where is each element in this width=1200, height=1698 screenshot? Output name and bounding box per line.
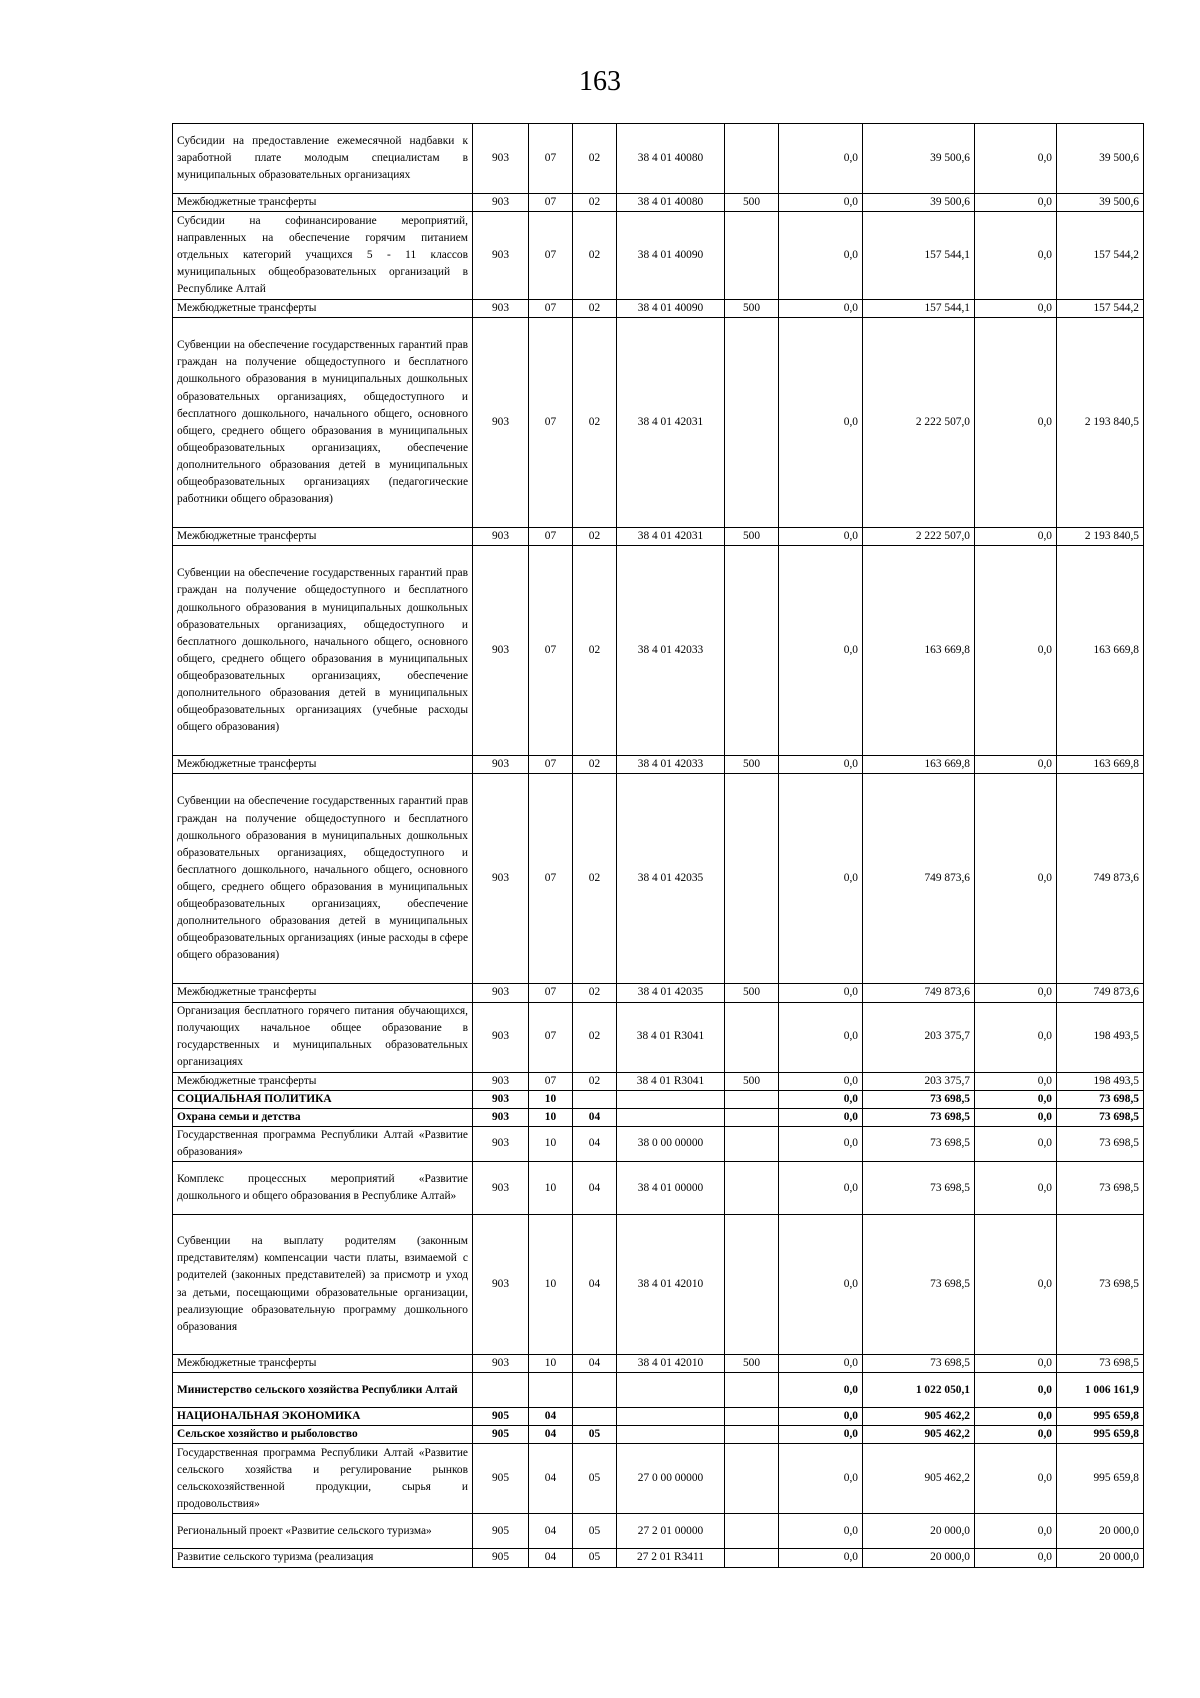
amount-cell: 0,0 xyxy=(779,318,863,528)
amount-cell: 0,0 xyxy=(779,1072,863,1090)
expense-name-cell: Развитие сельского туризма (реализация xyxy=(173,1549,473,1567)
amount-cell: 157 544,2 xyxy=(1057,212,1144,300)
subsection-code-cell: 02 xyxy=(573,1002,617,1072)
amount-cell: 203 375,7 xyxy=(863,1072,975,1090)
administrator-code-cell: 903 xyxy=(473,774,529,984)
table-row xyxy=(173,1162,1144,1215)
amount-cell: 0,0 xyxy=(975,1090,1057,1108)
subsection-code-cell: 02 xyxy=(573,756,617,774)
amount-cell: 0,0 xyxy=(975,1373,1057,1408)
amount-cell: 20 000,0 xyxy=(863,1549,975,1567)
amount-cell: 0,0 xyxy=(975,1072,1057,1090)
expense-name-cell: Субвенции на выплату родителям (законным представителям) компенсации части платы, взимаемой с родителей (законных представителей) за присмотр и уход за детьми, посещающими образовательные организации, реализующие образовательную программу дошкольного образования xyxy=(173,1215,473,1355)
amount-cell: 0,0 xyxy=(975,1215,1057,1355)
expense-type-cell: 500 xyxy=(725,756,779,774)
expense-name-cell: Межбюджетные трансферты xyxy=(173,756,473,774)
expense-type-cell xyxy=(725,1408,779,1426)
administrator-code-cell: 903 xyxy=(473,546,529,756)
amount-cell: 73 698,5 xyxy=(1057,1108,1144,1126)
expense-type-cell xyxy=(725,1426,779,1444)
amount-cell: 163 669,8 xyxy=(863,756,975,774)
amount-cell: 0,0 xyxy=(779,1162,863,1215)
expense-name-cell: Межбюджетные трансферты xyxy=(173,300,473,318)
amount-cell: 0,0 xyxy=(779,546,863,756)
expense-name-cell: Межбюджетные трансферты xyxy=(173,528,473,546)
amount-cell: 749 873,6 xyxy=(863,984,975,1002)
amount-cell: 198 493,5 xyxy=(1057,1072,1144,1090)
expense-name-cell: Государственная программа Республики Алтай «Развитие сельского хозяйства и регулирование рынков сельскохозяйственной продукции, сырья и продовольствия» xyxy=(173,1444,473,1514)
administrator-code-cell: 903 xyxy=(473,1355,529,1373)
amount-cell: 73 698,5 xyxy=(863,1162,975,1215)
amount-cell: 1 006 161,9 xyxy=(1057,1373,1144,1408)
table-row xyxy=(173,546,1144,756)
table-row xyxy=(173,124,1144,194)
target-article-cell: 38 4 01 42033 xyxy=(617,756,725,774)
target-article-cell xyxy=(617,1373,725,1408)
expense-type-cell: 500 xyxy=(725,194,779,212)
amount-cell: 157 544,2 xyxy=(1057,300,1144,318)
expense-type-cell xyxy=(725,546,779,756)
target-article-cell: 38 4 01 42031 xyxy=(617,528,725,546)
subsection-code-cell: 02 xyxy=(573,194,617,212)
amount-cell: 0,0 xyxy=(975,984,1057,1002)
subsection-code-cell: 02 xyxy=(573,318,617,528)
amount-cell: 73 698,5 xyxy=(863,1215,975,1355)
amount-cell: 73 698,5 xyxy=(863,1108,975,1126)
amount-cell: 0,0 xyxy=(779,1549,863,1567)
target-article-cell xyxy=(617,1408,725,1426)
section-code-cell: 07 xyxy=(529,1002,573,1072)
expense-type-cell xyxy=(725,212,779,300)
amount-cell: 0,0 xyxy=(975,1355,1057,1373)
amount-cell: 2 222 507,0 xyxy=(863,528,975,546)
subsection-code-cell xyxy=(573,1373,617,1408)
target-article-cell: 38 4 01 R3041 xyxy=(617,1002,725,1072)
amount-cell: 0,0 xyxy=(779,1355,863,1373)
amount-cell: 995 659,8 xyxy=(1057,1408,1144,1426)
section-code-cell: 10 xyxy=(529,1162,573,1215)
amount-cell: 198 493,5 xyxy=(1057,1002,1144,1072)
target-article-cell: 38 4 01 42035 xyxy=(617,984,725,1002)
amount-cell: 0,0 xyxy=(779,984,863,1002)
subsection-code-cell: 05 xyxy=(573,1549,617,1567)
administrator-code-cell: 903 xyxy=(473,1090,529,1108)
amount-cell: 749 873,6 xyxy=(1057,984,1144,1002)
expense-name-cell: Межбюджетные трансферты xyxy=(173,1355,473,1373)
expense-type-cell xyxy=(725,1373,779,1408)
target-article-cell: 38 4 01 42010 xyxy=(617,1215,725,1355)
expense-name-cell: Комплекс процессных мероприятий «Развитие дошкольного и общего образования в Республике Алтай» xyxy=(173,1162,473,1215)
subsection-code-cell xyxy=(573,1408,617,1426)
expense-name-cell: СОЦИАЛЬНАЯ ПОЛИТИКА xyxy=(173,1090,473,1108)
expense-type-cell xyxy=(725,1444,779,1514)
table-row xyxy=(173,1426,1144,1444)
amount-cell: 163 669,8 xyxy=(863,546,975,756)
administrator-code-cell: 903 xyxy=(473,300,529,318)
section-code-cell: 07 xyxy=(529,774,573,984)
amount-cell: 0,0 xyxy=(779,528,863,546)
expense-type-cell: 500 xyxy=(725,300,779,318)
amount-cell: 0,0 xyxy=(975,1444,1057,1514)
amount-cell: 73 698,5 xyxy=(1057,1090,1144,1108)
table-row xyxy=(173,212,1144,300)
amount-cell: 0,0 xyxy=(975,124,1057,194)
administrator-code-cell: 903 xyxy=(473,1162,529,1215)
amount-cell: 0,0 xyxy=(975,212,1057,300)
section-code-cell: 07 xyxy=(529,756,573,774)
administrator-code-cell: 903 xyxy=(473,1108,529,1126)
section-code-cell: 04 xyxy=(529,1514,573,1549)
subsection-code-cell: 04 xyxy=(573,1355,617,1373)
administrator-code-cell: 905 xyxy=(473,1444,529,1514)
section-code-cell: 04 xyxy=(529,1444,573,1514)
table-row xyxy=(173,1355,1144,1373)
amount-cell: 73 698,5 xyxy=(1057,1162,1144,1215)
amount-cell: 39 500,6 xyxy=(863,124,975,194)
amount-cell: 905 462,2 xyxy=(863,1408,975,1426)
subsection-code-cell: 02 xyxy=(573,212,617,300)
amount-cell: 0,0 xyxy=(779,774,863,984)
expense-type-cell xyxy=(725,1162,779,1215)
amount-cell: 73 698,5 xyxy=(1057,1126,1144,1161)
subsection-code-cell: 04 xyxy=(573,1215,617,1355)
amount-cell: 0,0 xyxy=(779,756,863,774)
subsection-code-cell: 02 xyxy=(573,546,617,756)
amount-cell: 0,0 xyxy=(975,528,1057,546)
expense-type-cell xyxy=(725,1108,779,1126)
amount-cell: 0,0 xyxy=(779,1426,863,1444)
section-code-cell: 10 xyxy=(529,1215,573,1355)
subsection-code-cell: 04 xyxy=(573,1108,617,1126)
section-code-cell: 07 xyxy=(529,300,573,318)
section-code-cell: 10 xyxy=(529,1090,573,1108)
amount-cell: 0,0 xyxy=(975,546,1057,756)
administrator-code-cell: 905 xyxy=(473,1408,529,1426)
amount-cell: 39 500,6 xyxy=(863,194,975,212)
section-code-cell: 10 xyxy=(529,1108,573,1126)
expense-type-cell xyxy=(725,774,779,984)
table-row xyxy=(173,984,1144,1002)
expense-type-cell xyxy=(725,124,779,194)
table-row xyxy=(173,1215,1144,1355)
amount-cell: 0,0 xyxy=(975,1108,1057,1126)
section-code-cell: 07 xyxy=(529,124,573,194)
administrator-code-cell: 903 xyxy=(473,1072,529,1090)
target-article-cell xyxy=(617,1090,725,1108)
amount-cell: 157 544,1 xyxy=(863,300,975,318)
target-article-cell: 38 4 01 42035 xyxy=(617,774,725,984)
amount-cell: 2 193 840,5 xyxy=(1057,528,1144,546)
expense-name-cell: Межбюджетные трансферты xyxy=(173,1072,473,1090)
table-row xyxy=(173,318,1144,528)
budget-table xyxy=(172,123,1144,1568)
amount-cell: 0,0 xyxy=(975,318,1057,528)
subsection-code-cell: 02 xyxy=(573,1072,617,1090)
target-article-cell: 38 4 01 40090 xyxy=(617,212,725,300)
target-article-cell: 38 4 01 40080 xyxy=(617,194,725,212)
amount-cell: 0,0 xyxy=(779,1126,863,1161)
administrator-code-cell: 903 xyxy=(473,124,529,194)
expense-name-cell: Государственная программа Республики Алтай «Развитие образования» xyxy=(173,1126,473,1161)
amount-cell: 20 000,0 xyxy=(1057,1549,1144,1567)
amount-cell: 0,0 xyxy=(975,1002,1057,1072)
table-row xyxy=(173,528,1144,546)
table-row xyxy=(173,1108,1144,1126)
amount-cell: 0,0 xyxy=(779,1215,863,1355)
table-row xyxy=(173,1090,1144,1108)
section-code-cell: 07 xyxy=(529,212,573,300)
administrator-code-cell: 905 xyxy=(473,1426,529,1444)
amount-cell: 0,0 xyxy=(779,300,863,318)
expense-type-cell xyxy=(725,1090,779,1108)
table-body xyxy=(173,124,1144,1568)
section-code-cell: 10 xyxy=(529,1126,573,1161)
amount-cell: 39 500,6 xyxy=(1057,124,1144,194)
administrator-code-cell: 903 xyxy=(473,984,529,1002)
section-code-cell: 07 xyxy=(529,984,573,1002)
table-row xyxy=(173,774,1144,984)
administrator-code-cell: 903 xyxy=(473,212,529,300)
subsection-code-cell: 05 xyxy=(573,1514,617,1549)
administrator-code-cell: 903 xyxy=(473,1126,529,1161)
target-article-cell: 27 2 01 R3411 xyxy=(617,1549,725,1567)
amount-cell: 0,0 xyxy=(779,1002,863,1072)
amount-cell: 0,0 xyxy=(975,1126,1057,1161)
amount-cell: 0,0 xyxy=(975,1514,1057,1549)
expense-name-cell: Охрана семьи и детства xyxy=(173,1108,473,1126)
amount-cell: 157 544,1 xyxy=(863,212,975,300)
expense-name-cell: Субсидии на софинансирование мероприятий, направленных на обеспечение горячим питанием отдельных категорий учащихся 5 - 11 классов муниципальных общеобразовательных организаций в Республике Алтай xyxy=(173,212,473,300)
section-code-cell: 07 xyxy=(529,318,573,528)
amount-cell: 995 659,8 xyxy=(1057,1444,1144,1514)
table-row xyxy=(173,1072,1144,1090)
amount-cell: 0,0 xyxy=(975,1408,1057,1426)
section-code-cell: 07 xyxy=(529,546,573,756)
expense-name-cell: Субвенции на обеспечение государственных гарантий прав граждан на получение общедоступного и бесплатного дошкольного образования в муниципальных дошкольных образовательных организациях, общедоступного и бесплатного дошкольного, начального общего, основного общего, среднего общего образования в муниципальных общеобразовательных организациях, обеспечение дополнительного образования детей в муниципальных общеобразовательных организациях (педагогические работники общего образования) xyxy=(173,318,473,528)
expense-type-cell: 500 xyxy=(725,528,779,546)
table-row xyxy=(173,300,1144,318)
amount-cell: 0,0 xyxy=(975,756,1057,774)
amount-cell: 1 022 050,1 xyxy=(863,1373,975,1408)
amount-cell: 0,0 xyxy=(779,212,863,300)
amount-cell: 20 000,0 xyxy=(863,1514,975,1549)
expense-type-cell xyxy=(725,1002,779,1072)
section-code-cell: 07 xyxy=(529,1072,573,1090)
subsection-code-cell: 04 xyxy=(573,1162,617,1215)
amount-cell: 163 669,8 xyxy=(1057,756,1144,774)
target-article-cell: 27 0 00 00000 xyxy=(617,1444,725,1514)
expense-type-cell xyxy=(725,318,779,528)
amount-cell: 2 193 840,5 xyxy=(1057,318,1144,528)
section-code-cell: 07 xyxy=(529,528,573,546)
amount-cell: 0,0 xyxy=(779,1444,863,1514)
expense-type-cell xyxy=(725,1549,779,1567)
amount-cell: 905 462,2 xyxy=(863,1426,975,1444)
administrator-code-cell: 903 xyxy=(473,1002,529,1072)
target-article-cell: 38 4 01 40080 xyxy=(617,124,725,194)
amount-cell: 0,0 xyxy=(779,1408,863,1426)
subsection-code-cell: 02 xyxy=(573,984,617,1002)
table-row xyxy=(173,1444,1144,1514)
subsection-code-cell: 02 xyxy=(573,774,617,984)
section-code-cell: 04 xyxy=(529,1408,573,1426)
expense-type-cell: 500 xyxy=(725,1355,779,1373)
subsection-code-cell xyxy=(573,1090,617,1108)
amount-cell: 203 375,7 xyxy=(863,1002,975,1072)
expense-type-cell: 500 xyxy=(725,1072,779,1090)
amount-cell: 0,0 xyxy=(779,1108,863,1126)
section-code-cell: 04 xyxy=(529,1426,573,1444)
table-row xyxy=(173,1408,1144,1426)
target-article-cell: 38 4 01 R3041 xyxy=(617,1072,725,1090)
table-row xyxy=(173,194,1144,212)
expense-type-cell xyxy=(725,1215,779,1355)
subsection-code-cell: 02 xyxy=(573,124,617,194)
table-row xyxy=(173,1002,1144,1072)
administrator-code-cell: 905 xyxy=(473,1549,529,1567)
amount-cell: 0,0 xyxy=(975,194,1057,212)
expense-name-cell: НАЦИОНАЛЬНАЯ ЭКОНОМИКА xyxy=(173,1408,473,1426)
section-code-cell xyxy=(529,1373,573,1408)
administrator-code-cell: 903 xyxy=(473,1215,529,1355)
table-row xyxy=(173,1126,1144,1161)
target-article-cell: 38 4 01 42033 xyxy=(617,546,725,756)
target-article-cell: 38 4 01 42031 xyxy=(617,318,725,528)
subsection-code-cell: 02 xyxy=(573,528,617,546)
amount-cell: 20 000,0 xyxy=(1057,1514,1144,1549)
table-row xyxy=(173,1514,1144,1549)
amount-cell: 0,0 xyxy=(779,124,863,194)
amount-cell: 0,0 xyxy=(975,1162,1057,1215)
section-code-cell: 07 xyxy=(529,194,573,212)
page-number: 163 xyxy=(579,66,621,97)
amount-cell: 2 222 507,0 xyxy=(863,318,975,528)
amount-cell: 0,0 xyxy=(779,1373,863,1408)
expense-name-cell: Субсидии на предоставление ежемесячной надбавки к заработной плате молодым специалистам в муниципальных образовательных организациях xyxy=(173,124,473,194)
target-article-cell xyxy=(617,1426,725,1444)
amount-cell: 749 873,6 xyxy=(1057,774,1144,984)
expense-type-cell xyxy=(725,1126,779,1161)
expense-type-cell: 500 xyxy=(725,984,779,1002)
administrator-code-cell: 903 xyxy=(473,528,529,546)
administrator-code-cell: 903 xyxy=(473,194,529,212)
amount-cell: 73 698,5 xyxy=(863,1126,975,1161)
subsection-code-cell: 04 xyxy=(573,1126,617,1161)
expense-name-cell: Министерство сельского хозяйства Республики Алтай xyxy=(173,1373,473,1408)
expense-name-cell: Субвенции на обеспечение государственных гарантий прав граждан на получение общедоступного и бесплатного дошкольного образования в муниципальных дошкольных образовательных организациях, общедоступного и бесплатного дошкольного, начального общего, основного общего, среднего общего образования в муниципальных общеобразовательных организациях, обеспечение дополнительного образования детей в муниципальных общеобразовательных организациях (иные расходы в сфере общего образования) xyxy=(173,774,473,984)
target-article-cell: 38 4 01 40090 xyxy=(617,300,725,318)
expense-name-cell: Региональный проект «Развитие сельского туризма» xyxy=(173,1514,473,1549)
expense-name-cell: Организация бесплатного горячего питания обучающихся, получающих начальное общее образование в государственных и муниципальных образовательных организациях xyxy=(173,1002,473,1072)
administrator-code-cell: 903 xyxy=(473,756,529,774)
expense-name-cell: Межбюджетные трансферты xyxy=(173,984,473,1002)
target-article-cell: 38 4 01 00000 xyxy=(617,1162,725,1215)
amount-cell: 905 462,2 xyxy=(863,1444,975,1514)
amount-cell: 0,0 xyxy=(975,300,1057,318)
table-row xyxy=(173,1549,1144,1567)
amount-cell: 73 698,5 xyxy=(1057,1355,1144,1373)
amount-cell: 0,0 xyxy=(779,1514,863,1549)
subsection-code-cell: 05 xyxy=(573,1426,617,1444)
amount-cell: 73 698,5 xyxy=(1057,1215,1144,1355)
target-article-cell: 38 4 01 42010 xyxy=(617,1355,725,1373)
target-article-cell xyxy=(617,1108,725,1126)
amount-cell: 0,0 xyxy=(975,774,1057,984)
table-row xyxy=(173,1373,1144,1408)
table-row xyxy=(173,756,1144,774)
section-code-cell: 04 xyxy=(529,1549,573,1567)
amount-cell: 39 500,6 xyxy=(1057,194,1144,212)
amount-cell: 0,0 xyxy=(779,194,863,212)
target-article-cell: 38 0 00 00000 xyxy=(617,1126,725,1161)
expense-type-cell xyxy=(725,1514,779,1549)
expense-name-cell: Сельское хозяйство и рыболовство xyxy=(173,1426,473,1444)
amount-cell: 749 873,6 xyxy=(863,774,975,984)
administrator-code-cell: 905 xyxy=(473,1514,529,1549)
subsection-code-cell: 05 xyxy=(573,1444,617,1514)
amount-cell: 0,0 xyxy=(975,1426,1057,1444)
administrator-code-cell xyxy=(473,1373,529,1408)
expense-name-cell: Субвенции на обеспечение государственных гарантий прав граждан на получение общедоступного и бесплатного дошкольного образования в муниципальных дошкольных образовательных организациях, общедоступного и бесплатного дошкольного, начального общего, основного общего, среднего общего образования в муниципальных общеобразовательных организациях, обеспечение дополнительного образования детей в муниципальных общеобразовательных организациях (учебные расходы общего образования) xyxy=(173,546,473,756)
amount-cell: 73 698,5 xyxy=(863,1355,975,1373)
amount-cell: 0,0 xyxy=(779,1090,863,1108)
administrator-code-cell: 903 xyxy=(473,318,529,528)
amount-cell: 995 659,8 xyxy=(1057,1426,1144,1444)
target-article-cell: 27 2 01 00000 xyxy=(617,1514,725,1549)
section-code-cell: 10 xyxy=(529,1355,573,1373)
expense-name-cell: Межбюджетные трансферты xyxy=(173,194,473,212)
amount-cell: 73 698,5 xyxy=(863,1090,975,1108)
amount-cell: 0,0 xyxy=(975,1549,1057,1567)
subsection-code-cell: 02 xyxy=(573,300,617,318)
amount-cell: 163 669,8 xyxy=(1057,546,1144,756)
